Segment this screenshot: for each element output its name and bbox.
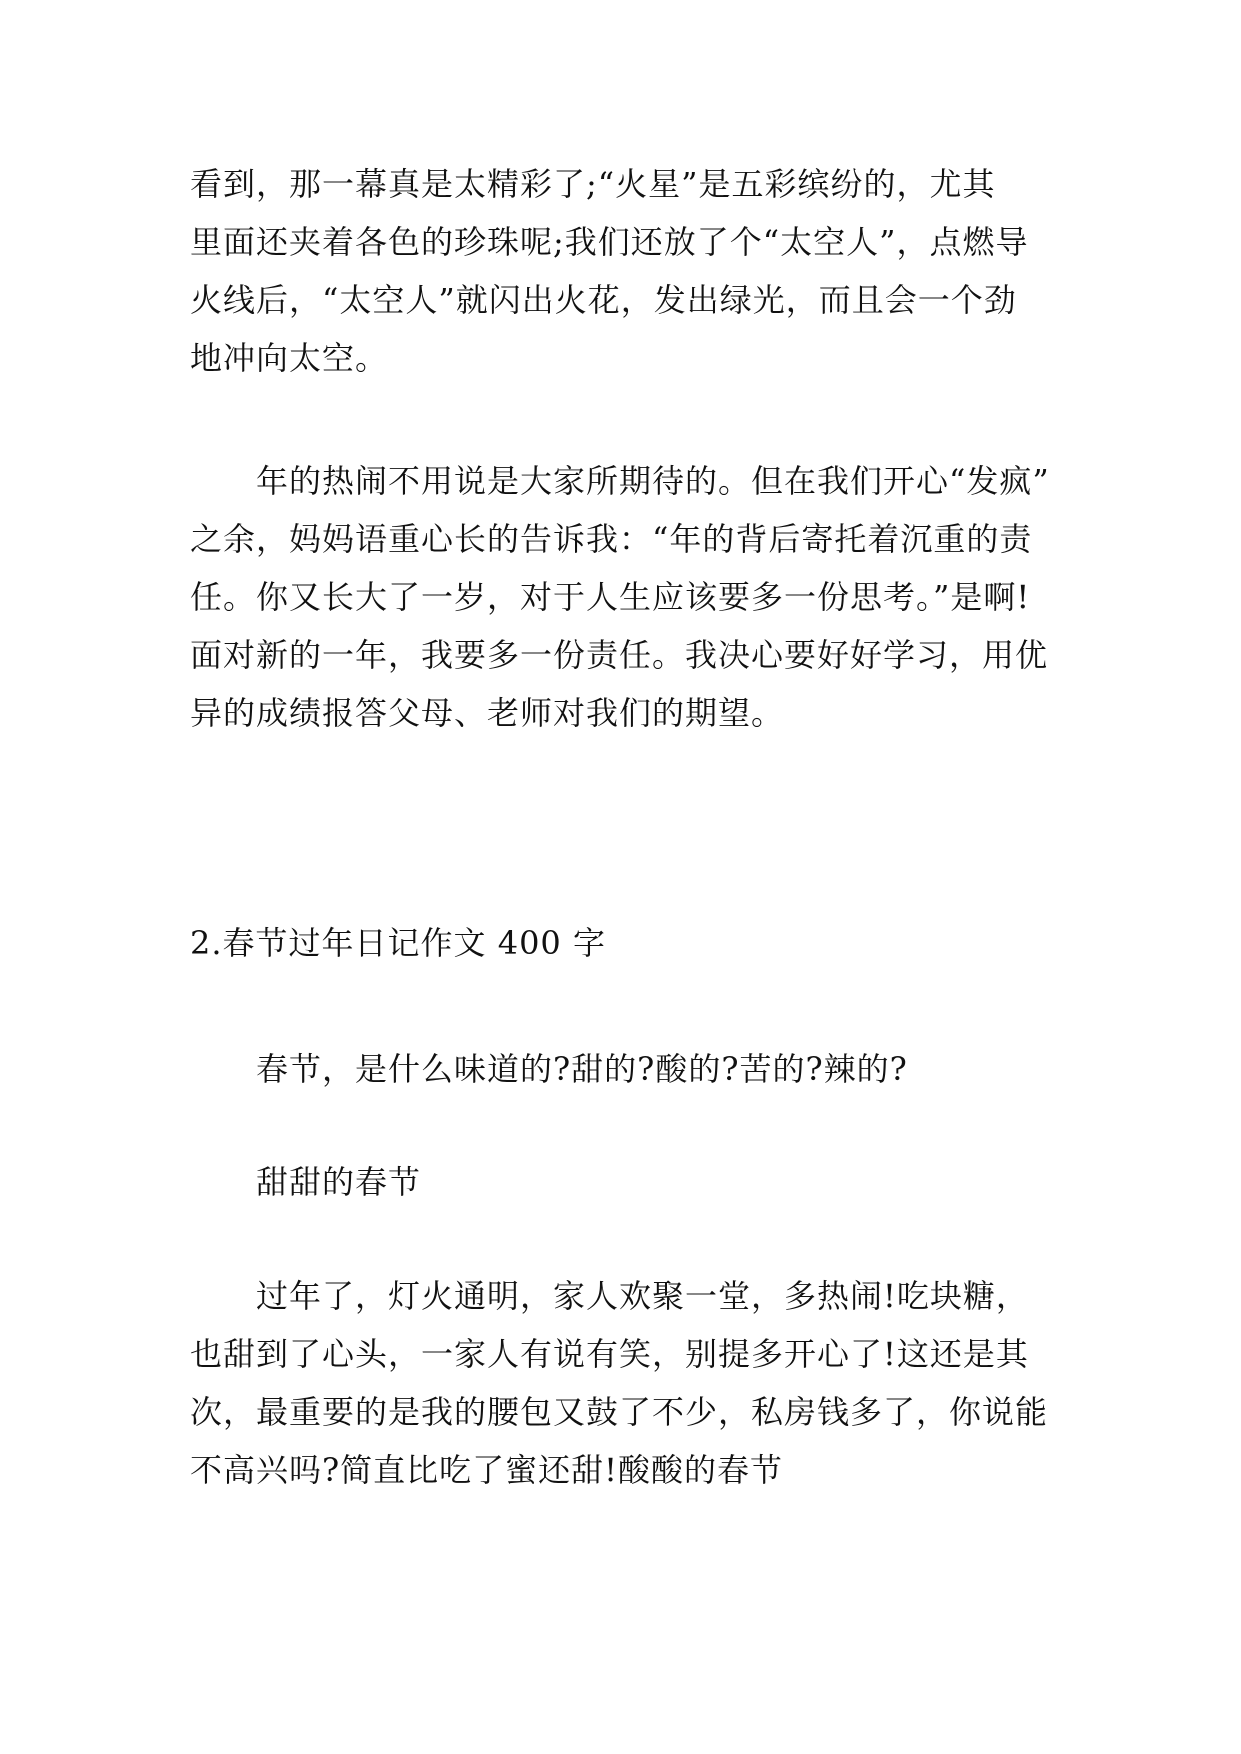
paragraph-line: 地冲向太空。 xyxy=(190,339,389,377)
paragraph-line: 不高兴吗?简直比吃了蜜还甜!酸酸的春节 xyxy=(190,1451,784,1489)
paragraph-line: 次，最重要的是我的腰包又鼓了不少，私房钱多了，你说能 xyxy=(190,1393,1049,1431)
paragraph-line: 异的成绩报答父母、老师对我们的期望。 xyxy=(190,694,785,732)
paragraph-question xyxy=(190,1040,1070,1098)
paragraph-sweet-spring-festival xyxy=(190,1267,1070,1499)
paragraph-line: 春节，是什么味道的?甜的?酸的?苦的?辣的? xyxy=(256,1050,908,1088)
paragraph-subheading-sweet xyxy=(190,1153,1070,1211)
paragraph-line: 任。你又长大了一岁，对于人生应该要多一份思考。”是啊! xyxy=(190,578,1031,616)
paragraph-line: 也甜到了心头，一家人有说有笑，别提多开心了!这还是其 xyxy=(190,1335,1029,1373)
paragraph-line: 年的热闹不用说是大家所期待的。但在我们开心“发疯” xyxy=(256,462,1050,500)
paragraph-line: 面对新的一年，我要多一份责任。我决心要好好学习，用优 xyxy=(190,636,1049,674)
paragraph-line: 看到，那一幕真是太精彩了;“火星”是五彩缤纷的，尤其 xyxy=(190,165,996,203)
section-heading xyxy=(190,914,1070,972)
paragraph-line: 甜甜的春节 xyxy=(256,1163,422,1201)
paragraph-line: 里面还夹着各色的珍珠呢;我们还放了个“太空人”，点燃导 xyxy=(190,223,1029,261)
section-heading-text: 2.春节过年日记作文 400 字 xyxy=(190,924,606,962)
paragraph-fireworks xyxy=(190,155,1070,387)
paragraph-line: 火线后，“太空人”就闪出火花，发出绿光，而且会一个劲 xyxy=(190,281,1017,319)
paragraph-line: 之余，妈妈语重心长的告诉我：“年的背后寄托着沉重的责 xyxy=(190,520,1033,558)
paragraph-responsibility xyxy=(190,452,1070,742)
paragraph-line: 过年了，灯火通明，家人欢聚一堂，多热闹!吃块糖， xyxy=(256,1277,1029,1315)
